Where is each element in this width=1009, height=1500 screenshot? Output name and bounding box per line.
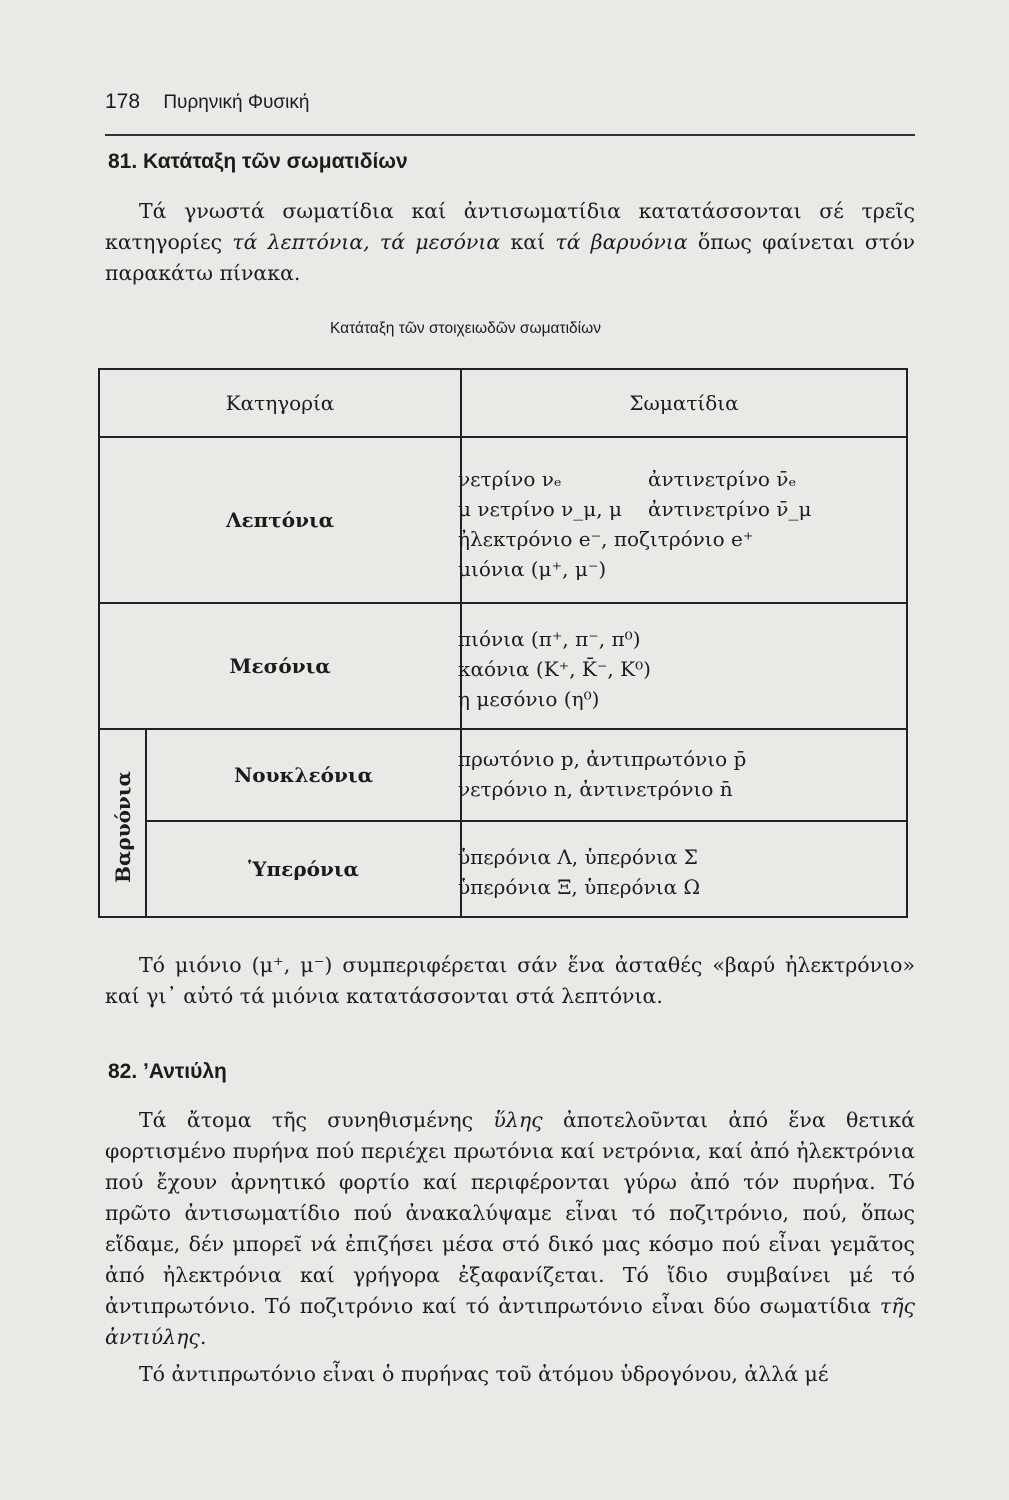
hyperons-label: Ὑπερόνια xyxy=(248,857,359,881)
leptons-label: Λεπτόνια xyxy=(225,508,335,532)
page-header xyxy=(105,90,309,114)
mesons-label: Μεσόνια xyxy=(229,654,331,678)
section-81-title: 81. Κατάταξη τῶν σωματιδίων xyxy=(108,150,408,173)
nucleons-particles: πρωτόνιο p, ἀντιπρωτόνιο p̄ νετρόνιο n, ἀντινετρόνιο n̄ xyxy=(458,747,747,801)
nucleons-label: Νουκλεόνια xyxy=(234,763,373,787)
muon-note: Τό μιόνιο (μ⁺, μ⁻) συμπεριφέρεται σάν ἕνα ἀσταθές «βαρύ ἠλεκτρόνιο» καί γι᾽ αὐτό τά μιόνια κατατάσσονται στά λεπτόνια. xyxy=(105,953,915,1008)
leptons-particles: νετρίνο νₑ ἀντινετρίνο ν̄ₑ μ νετρίνο ν_μ, μ ἀντινετρίνο ν̄_μ ἠλεκτρόνιο e⁻, ποζιτρόνιο e⁺ μιόνια (μ⁺, μ⁻) xyxy=(458,467,812,581)
category-header: Κατηγορία xyxy=(225,391,335,415)
section-82-body: Τά ἄτομα τῆς συνηθισμένης ὕλης ἀποτελοῦνται ἀπό ἕνα θετικά φορτισμένο πυρήνα πού περιέχει πρωτόνια καί νετρόνια, καί ἀπό ἠλεκτρόνια πού ἔχουν ἀρνητικό φορτίο καί περιφέρονται γύρω ἀπό τόν πυρήνα. Τό πρῶτο ἀντισωματίδιο πού ἀνακαλύψαμε εἶναι τό ποζιτρόνιο, πού, ὅπως εἴδαμε, δέν μπορεῖ νά ἐπιζήσει μέσα στό δικό μας κόσμο πού εἶναι γεμᾶτος ἀπό ἠλεκτρόνια καί γρήγορα ἐξαφανίζεται. Τό ἴδιο συμβαίνει μέ τό ἀντιπρωτόνιο. Τό ποζιτρόνιο καί τό ἀντιπρωτόνιο εἶναι δύο σωματίδια τῆς ἀντιύλης. Τό ἀντιπρωτόνιο εἶναι ὁ πυρήνας τοῦ ἀτόμου ὑδρογόνου, ἀλλά μέ xyxy=(105,1108,915,1386)
header-rule xyxy=(105,134,915,136)
page-number: 178 xyxy=(105,90,141,113)
hyperons-particles: ὑπερόνια Λ, ὑπερόνια Σ ὑπερόνια Ξ, ὑπερόνια Ω xyxy=(458,845,701,899)
section-82-title: 82. ʼΑντιύλη xyxy=(108,1060,227,1083)
mesons-particles: πιόνια (π⁺, π⁻, π⁰) καόνια (K⁺, K̄⁻, K⁰) η μεσόνιο (η⁰) xyxy=(458,627,651,711)
table-caption: Κατάταξη τῶν στοιχειωδῶν σωματιδίων xyxy=(330,320,601,337)
running-title: Πυρηνική Φυσική xyxy=(163,92,310,113)
baryons-label: Βαρυόνια xyxy=(111,771,136,883)
particles-header: Σωματίδια xyxy=(629,391,739,415)
section-81-intro: Τά γνωστά σωματίδια καί ἀντισωματίδια κατατάσσονται σέ τρεῖς κατηγορίες τά λεπτόνια, τά μεσόνια καί τά βαρυόνια ὅπως φαίνεται στόν παρακάτω πίνακα. xyxy=(105,199,915,285)
particle-table xyxy=(98,368,908,918)
